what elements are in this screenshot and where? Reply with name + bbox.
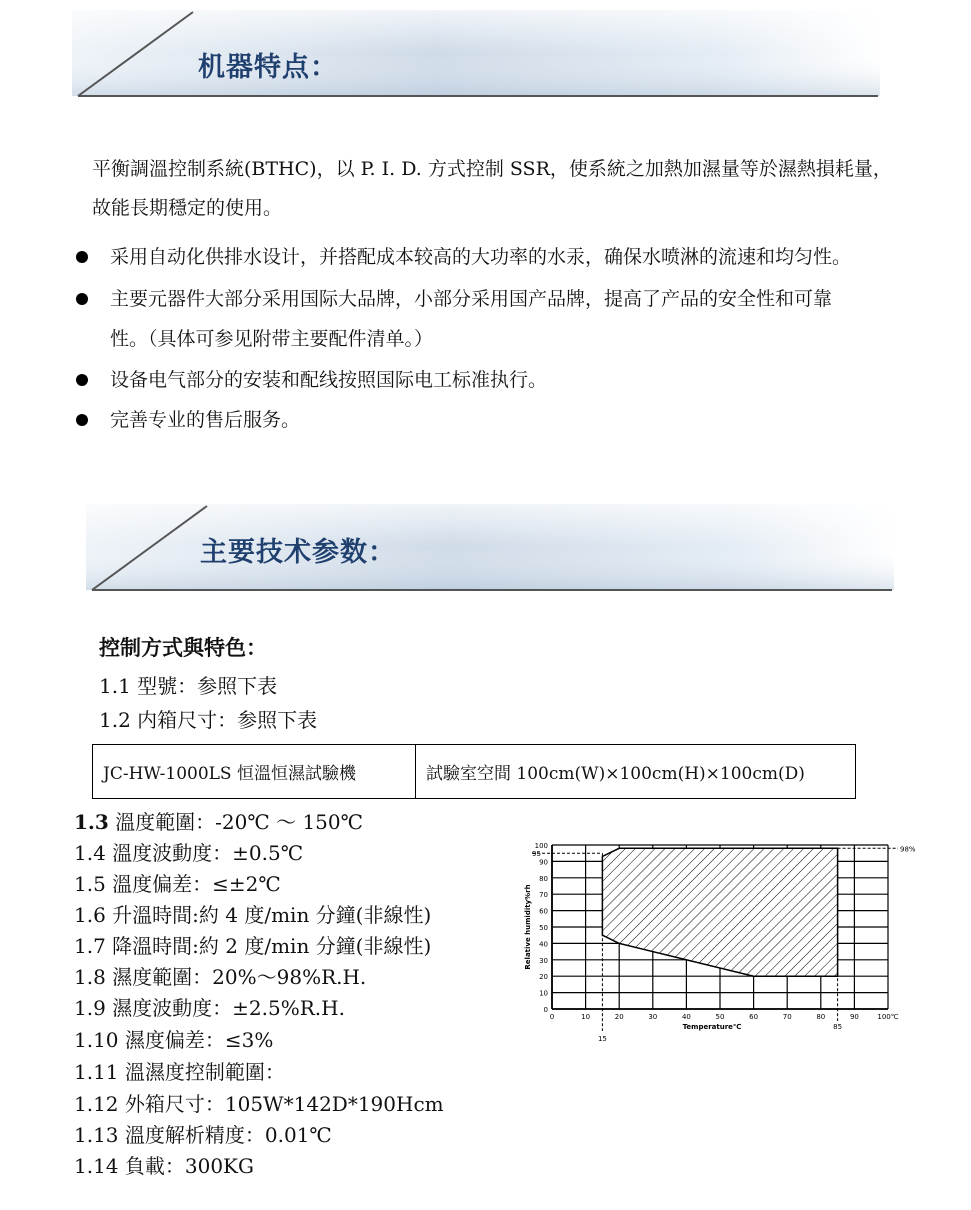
table-cell-model: JC-HW-1000LS 恒溫恒濕試驗機 bbox=[93, 745, 416, 798]
spec-item: 1.4 溫度波動度：±0.5℃ bbox=[74, 841, 304, 865]
annotation-x-high: 85 bbox=[833, 1023, 843, 1031]
annotation-y-high: 95 bbox=[532, 850, 541, 859]
y-axis-title: Relative humidity%rh bbox=[524, 884, 532, 970]
x-tick-label: 90 bbox=[849, 1013, 859, 1021]
y-tick-label: 60 bbox=[539, 907, 548, 916]
y-tick-label: 90 bbox=[539, 858, 548, 867]
y-tick-label: 80 bbox=[539, 874, 548, 883]
x-tick-label: 30 bbox=[648, 1013, 658, 1021]
spec-temp-range bbox=[74, 807, 363, 838]
subheading-control: 控制方式與特色： bbox=[99, 636, 267, 660]
x-tick-label: 70 bbox=[782, 1013, 792, 1021]
y-tick-label: 70 bbox=[539, 891, 548, 900]
x-axis-title: Temperature℃ bbox=[682, 1023, 742, 1031]
bullet-text: 采用自动化供排水设计，并搭配成本较高的大功率的水汞，确保水喷淋的流速和均匀性。 bbox=[110, 246, 852, 268]
bullet-text-line: 主要元器件大部分采用国际大品牌，小部分采用国产品牌，提高了产品的安全性和可靠 bbox=[110, 288, 833, 310]
x-tick-label: 80 bbox=[816, 1013, 826, 1021]
spec-item: 1.6 升溫時間:約 4 度/min 分鐘(非線性) bbox=[74, 903, 432, 927]
spec-item: 1.5 溫度偏差：≤±2℃ bbox=[74, 872, 281, 896]
y-tick-label: 0 bbox=[543, 1006, 548, 1014]
banner-graphic bbox=[68, 10, 883, 102]
y-tick-label: 10 bbox=[539, 989, 548, 998]
x-tick-label: 100℃ bbox=[877, 1013, 899, 1021]
model-table bbox=[92, 744, 856, 799]
x-tick-label: 0 bbox=[549, 1013, 555, 1021]
x-tick-label: 50 bbox=[715, 1013, 725, 1021]
intro-paragraph bbox=[92, 150, 922, 228]
x-tick-label: 40 bbox=[681, 1013, 691, 1021]
spec-inner-size: 1.2 内箱尺寸：参照下表 bbox=[99, 708, 318, 732]
temp-humidity-chart bbox=[505, 830, 925, 1050]
y-tick-label: 20 bbox=[539, 973, 548, 982]
section-title-specs: 主要技术参数： bbox=[200, 537, 396, 568]
spec-item: 1.13 溫度解析精度：0.01℃ bbox=[74, 1123, 332, 1147]
section-banner-specs bbox=[82, 504, 897, 596]
x-tick-label: 20 bbox=[614, 1013, 624, 1021]
bullet-dot-icon bbox=[76, 414, 88, 426]
annotation-x-low: 15 bbox=[597, 1035, 607, 1043]
y-tick-label: 30 bbox=[539, 956, 548, 965]
spec-item: 1.14 負載：300KG bbox=[74, 1154, 254, 1178]
bullet-text: 设备电气部分的安装和配线按照国际电工标准执行。 bbox=[110, 369, 548, 391]
y-tick-label: 100 bbox=[534, 842, 548, 850]
range-region bbox=[602, 848, 837, 976]
spec-item: 1.12 外箱尺寸：105W*142D*190Hcm bbox=[74, 1092, 444, 1116]
y-tick-label: 40 bbox=[539, 940, 548, 949]
bullet-dot-icon bbox=[76, 374, 88, 386]
bullet-text bbox=[110, 279, 910, 359]
spec-item: 1.7 降溫時間:約 2 度/min 分鐘(非線性) bbox=[74, 934, 432, 958]
x-tick-label: 60 bbox=[749, 1013, 759, 1021]
section-banner-features bbox=[68, 10, 883, 102]
spec-item: 1.9 濕度波動度：±2.5%R.H. bbox=[74, 996, 345, 1020]
spec-item: 1.8 濕度範圍：20%～98%R.H. bbox=[74, 965, 367, 989]
intro-line-1: 平衡調溫控制系統(BTHC)，以 P. I. D. 方式控制 SSR，使系統之加熱加濕量等於濕熱損耗量， bbox=[92, 158, 892, 180]
y-tick-label: 50 bbox=[539, 924, 548, 932]
bullet-text: 完善专业的售后服务。 bbox=[110, 409, 301, 431]
spec-text: 溫度範圍：-20℃ ～ 150℃ bbox=[108, 810, 363, 834]
spec-number: 1.3 bbox=[74, 810, 109, 834]
spec-item: 1.10 濕度偏差：≤3% bbox=[74, 1028, 274, 1052]
bullet-dot-icon bbox=[76, 293, 88, 305]
annotation-y-max: 98% bbox=[900, 845, 916, 854]
bullet-dot-icon bbox=[76, 251, 88, 263]
spec-item: 1.11 溫濕度控制範圍： bbox=[74, 1060, 285, 1084]
spec-model: 1.1 型號：参照下表 bbox=[99, 674, 278, 698]
x-tick-label: 10 bbox=[581, 1013, 591, 1021]
section-title-features: 机器特点： bbox=[198, 52, 338, 83]
bullet-text-line: 性。（具体可参见附带主要配件清单。） bbox=[110, 328, 434, 350]
intro-line-2: 故能長期穩定的使用。 bbox=[92, 197, 283, 219]
table-cell-chamber: 試驗室空間 100cm(W)×100cm(H)×100cm(D) bbox=[426, 764, 805, 784]
